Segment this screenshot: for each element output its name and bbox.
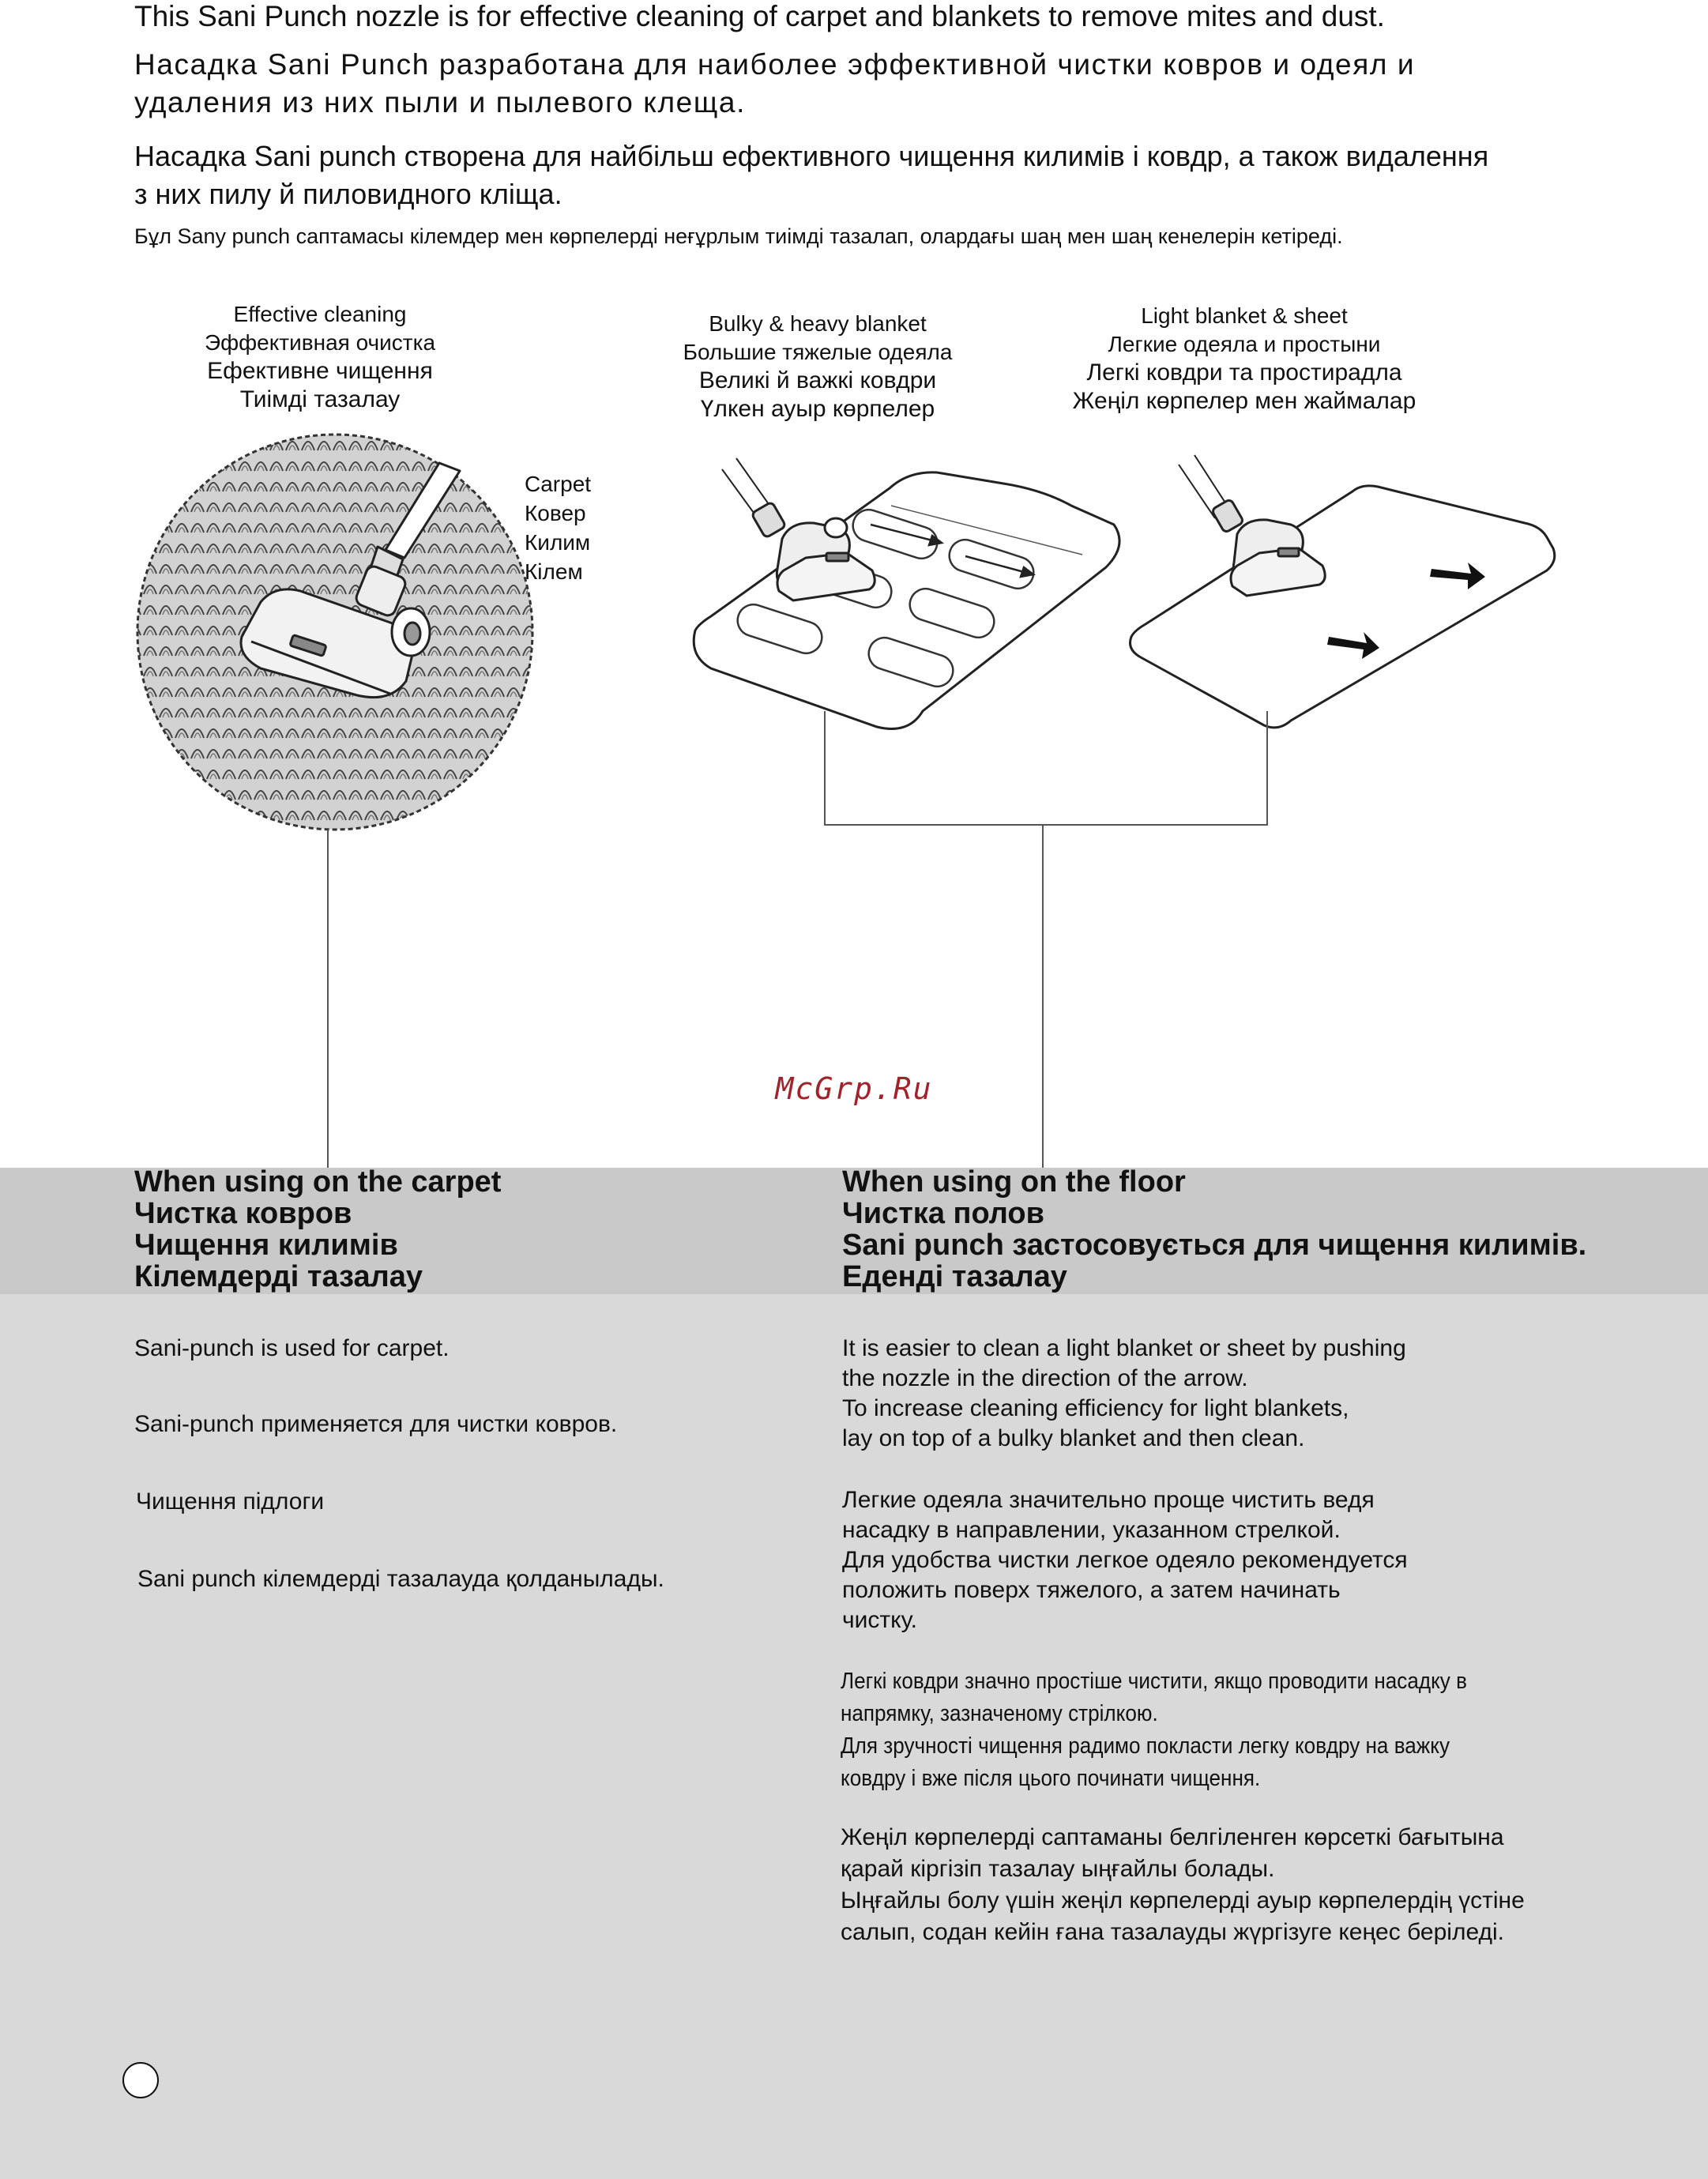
carpet-section-heading (134, 1166, 501, 1293)
intro-english: This Sani Punch nozzle is for effective cleaning of carpet and blankets to remove mites and dust. (134, 0, 1385, 32)
heading-line: Чищення килимів (134, 1229, 398, 1262)
light-blanket (1131, 486, 1555, 728)
text-line: положить поверх тяжелого, а затем начинать (842, 1577, 1341, 1603)
text-line: It is easier to clean a light blanket or sheet by pushing (842, 1335, 1406, 1361)
text-line: насадку в направлении, указанном стрелкой. (842, 1517, 1341, 1543)
caption-bulky-blanket (616, 310, 1019, 423)
heading-line: Чистка полов (842, 1197, 1044, 1230)
carpet-text-english: Sani-punch is used for carpet. (134, 1335, 450, 1361)
caption-line: Тиімді тазалау (239, 386, 401, 412)
caption-line: Effective cleaning (233, 302, 407, 326)
floor-text-kazakh (841, 1822, 1525, 1948)
caption-line: Большие тяжелые одеяла (683, 340, 953, 364)
text-line: Жеңіл көрпелерді саптаманы белгіленген көрсеткі бағытына (841, 1824, 1504, 1850)
floor-text-russian (842, 1485, 1408, 1635)
text-line: Для зручності чищення радимо покласти легку ковдру на важку (841, 1733, 1450, 1759)
carpet-text-russian: Sani-punch применяется для чистки ковров. (134, 1411, 618, 1437)
heading-line: When using on the floor (842, 1165, 1186, 1199)
heading-line: Чистка ковров (134, 1197, 352, 1230)
caption-line: Легкі ковдри та простирадла (1086, 359, 1402, 386)
caption-line: Кілем (525, 559, 583, 584)
page-number-circle (122, 2062, 159, 2098)
watermark: McGrp.Ru (775, 1071, 933, 1106)
heading-line: Sani punch застосовується для чищення килимів. (842, 1229, 1587, 1262)
floor-text-english (842, 1334, 1406, 1454)
text-line: To increase cleaning efficiency for light blankets, (842, 1395, 1349, 1421)
caption-line: Великі й важкі ковдри (698, 367, 937, 393)
floor-text-ukrainian (841, 1665, 1467, 1795)
heading-line: When using on the carpet (134, 1165, 502, 1199)
intro-ukrainian-line: Насадка Sani punch створена для найбільш ефективного чищення килимів і ковдр, а також видалення (134, 140, 1489, 172)
caption-line: Bulky & heavy blanket (709, 311, 927, 336)
caption-line: Ковер (525, 501, 586, 525)
text-line: Ыңғайлы болу үшін жеңіл көрпелерді ауыр көрпелердің үстіне (841, 1887, 1525, 1914)
carpet-text-kazakh: Sani punch кілемдерді тазалауда қолданылады. (137, 1566, 664, 1592)
carpet-text-ukrainian: Чищення підлоги (136, 1488, 325, 1515)
text-line: lay on top of a bulky blanket and then clean. (842, 1425, 1305, 1451)
caption-line: Килим (525, 530, 591, 555)
intro-kazakh: Бұл Sany punch саптамасы кілемдер мен көрпелерді неғұрлым тиімді тазалап, олардағы шаң мен шаң кенелерін кетіреді. (134, 224, 1343, 248)
text-line: напрямку, зазначеному стрілкою. (841, 1701, 1158, 1726)
intro-ukrainian-line: з них пилу й пиловидного кліща. (134, 178, 562, 210)
text-line: салып, содан кейін ғана тазалауды жүргізуге кеңес беріледі. (841, 1919, 1504, 1945)
text-line: Легкі ковдри значно простіше чистити, якщо проводити насадку в (841, 1669, 1467, 1694)
intro-russian-line: Насадка Sani Punch разработана для наиболее эффективной чистки ковров и одеял и (134, 48, 1416, 81)
text-line: қарай кіргізіп тазалау ыңғайлы болады. (841, 1856, 1275, 1882)
text-line: Легкие одеяла значительно проще чистить ведя (842, 1487, 1375, 1513)
caption-line: Жеңіл көрпелер мен жаймалар (1072, 388, 1416, 414)
floor-section-heading (842, 1166, 1586, 1293)
text-line: чистку. (842, 1607, 917, 1633)
caption-line: Ефективне чищення (207, 358, 433, 384)
caption-line: Легкие одеяла и простыни (1108, 332, 1381, 356)
caption-line: Эффективная очистка (204, 330, 436, 355)
heading-line: Еденді тазалау (842, 1260, 1067, 1293)
heading-line: Кілемдерді тазалау (134, 1260, 423, 1293)
caption-light-blanket (1027, 302, 1462, 416)
text-line: ковдру і вже після цього починати чищення. (841, 1766, 1261, 1791)
text-line: the nozzle in the direction of the arrow. (842, 1365, 1248, 1391)
intro-russian-line: удаления из них пыли и пылевого клеща. (134, 86, 746, 119)
caption-line: Carpet (525, 472, 592, 496)
text-line: Для удобства чистки легкое одеяло рекомендуется (842, 1547, 1408, 1573)
caption-carpet (525, 469, 591, 586)
caption-line: Light blanket & sheet (1141, 303, 1348, 328)
caption-effective-cleaning (134, 300, 506, 414)
caption-line: Үлкен ауыр көрпелер (700, 396, 935, 422)
